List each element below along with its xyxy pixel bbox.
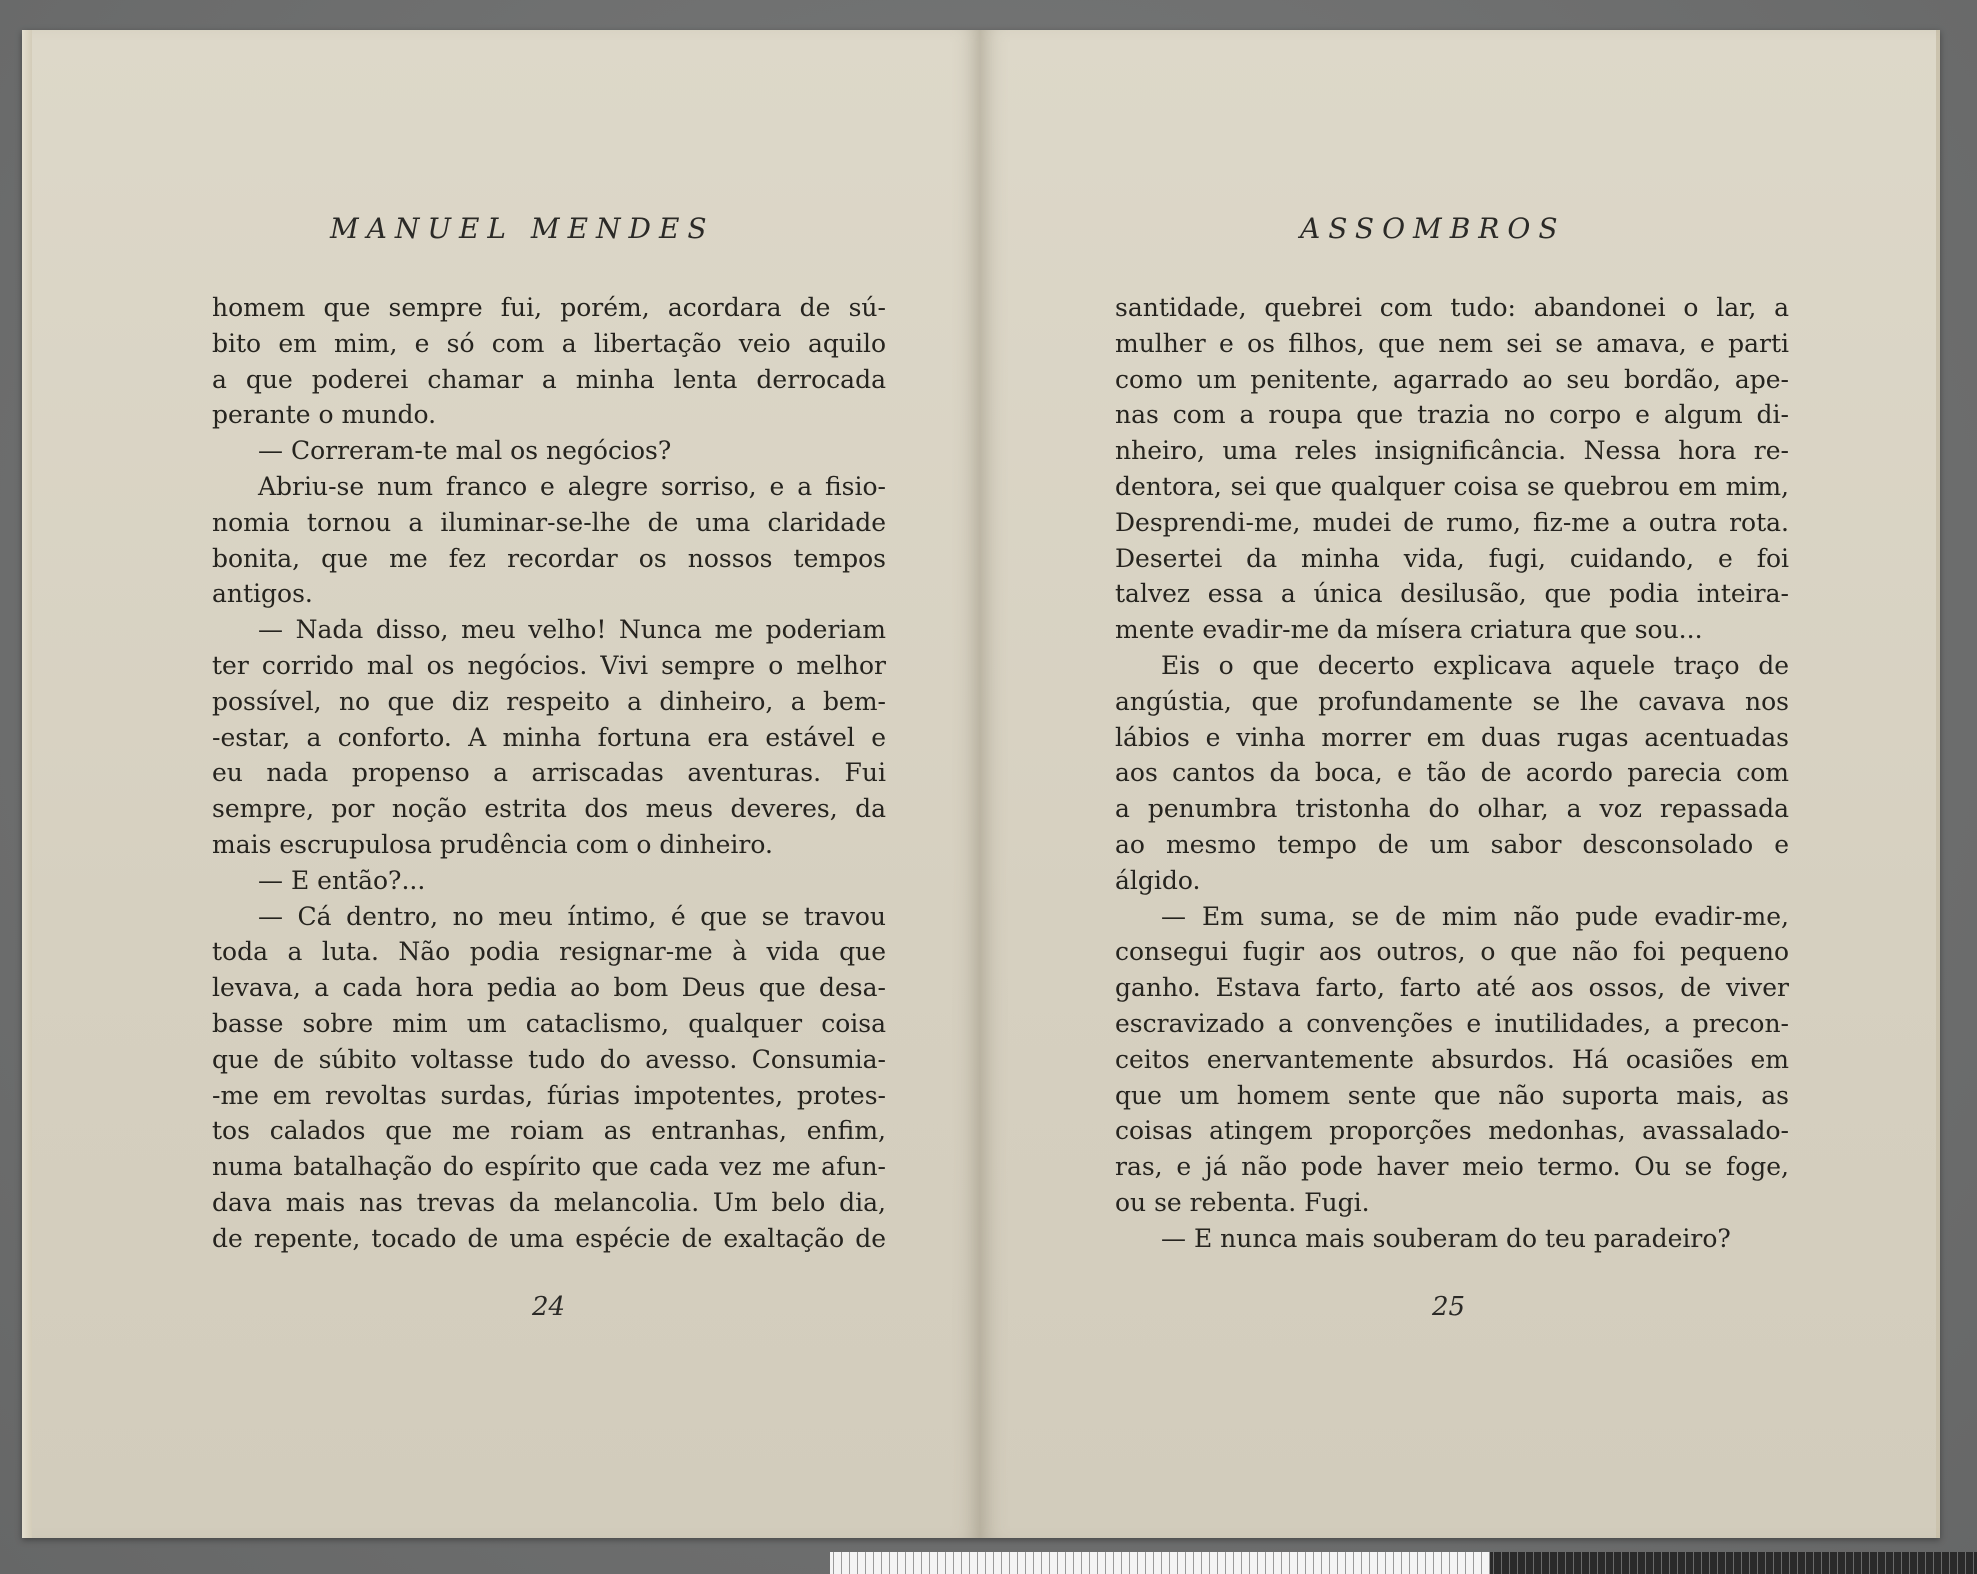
text-line: angústia, que profundamente se lhe cavava nos [1115, 686, 1789, 716]
text-line: mente evadir-me da mísera criatura que sou... [1115, 615, 1703, 645]
text-line: homem que sempre fui, porém, acordara de sú- [212, 293, 886, 322]
text-line: dava mais nas trevas da melancolia. Um belo dia, [212, 1187, 886, 1217]
text-line: ao mesmo tempo de um sabor desconsolado e [1115, 829, 1789, 859]
text-line: tos calados que me roiam as entranhas, enfim, [212, 1116, 886, 1146]
text-line: nomia tornou a iluminar-se-lhe de uma claridade [212, 507, 886, 537]
text-line: — Em suma, se de mim não pude evadir-me, [1161, 901, 1789, 931]
text-line: a penumbra tristonha do olhar, a voz repassada [1115, 794, 1789, 824]
left-page-text [212, 290, 886, 1257]
text-line: — E então?... [258, 865, 426, 895]
text-line: a que poderei chamar a minha lenta derrocada [212, 364, 886, 394]
text-line: santidade, quebrei com tudo: abandonei o lar, a [1115, 293, 1789, 322]
text-line: álgido. [1115, 865, 1201, 895]
text-line: que de súbito voltasse tudo do avesso. Consumia- [212, 1044, 886, 1074]
text-line: mais escrupulosa prudência com o dinheiro. [212, 829, 773, 859]
text-line: ou se rebenta. Fugi. [1115, 1187, 1370, 1217]
right-page-number: 25 [1432, 1292, 1466, 1322]
text-line: — Correram-te mal os negócios? [258, 436, 672, 466]
text-line: dentora, sei que qualquer coisa se quebrou em mim, [1115, 471, 1789, 501]
text-line: nheiro, uma reles insignificância. Nessa hora re- [1115, 436, 1789, 466]
text-line: consegui fugir aos outros, o que não foi pequeno [1115, 937, 1789, 967]
text-line: eu nada propenso a arriscadas aventuras. Fui [212, 758, 886, 788]
text-line: ceitos enervantemente absurdos. Há ocasiões em [1115, 1044, 1789, 1074]
text-line: escravizado a convenções e inutilidades, a precon- [1115, 1008, 1789, 1038]
text-line: bonita, que me fez recordar os nossos tempos [212, 543, 886, 573]
text-line: -estar, a conforto. A minha fortuna era estável e [212, 722, 886, 752]
text-line: lábios e vinha morrer em duas rugas acentuadas [1115, 722, 1789, 752]
text-line: talvez essa a única desilusão, que podia inteira- [1115, 579, 1789, 609]
text-line: toda a luta. Não podia resignar-me à vida que [212, 937, 886, 967]
text-line: Abriu-se num franco e alegre sorriso, e a fisio- [258, 471, 886, 501]
text-line: bito em mim, e só com a libertação veio aquilo [212, 328, 886, 358]
text-line: basse sobre mim um cataclismo, qualquer coisa [212, 1008, 886, 1038]
text-line: sempre, por noção estrita dos meus deveres, da [212, 794, 886, 824]
left-running-header: MANUEL MENDES [330, 212, 715, 245]
text-line: -me em revoltas surdas, fúrias impotentes, protes- [212, 1080, 886, 1110]
text-line: — Cá dentro, no meu íntimo, é que se travou [258, 901, 886, 931]
right-page-text [1115, 290, 1789, 1257]
text-line: ganho. Estava farto, farto até aos ossos, de viver [1115, 973, 1789, 1003]
text-line: Eis o que decerto explicava aquele traço de [1161, 650, 1789, 680]
text-line: mulher e os filhos, que nem sei se amava, e parti [1115, 328, 1789, 358]
text-line: — Nada disso, meu velho! Nunca me poderiam [258, 615, 886, 645]
text-line: de repente, tocado de uma espécie de exaltação de [212, 1223, 886, 1253]
text-line: levava, a cada hora pedia ao bom Deus que desa- [212, 973, 886, 1003]
text-line: numa batalhação do espírito que cada vez me afun- [212, 1152, 886, 1182]
text-line: como um penitente, agarrado ao seu bordão, ape- [1115, 364, 1789, 394]
text-line: aos cantos da boca, e tão de acordo parecia com [1115, 758, 1789, 788]
text-line: — E nunca mais souberam do teu paradeiro? [1161, 1223, 1731, 1253]
text-line: nas com a roupa que trazia no corpo e algum di- [1115, 400, 1789, 430]
text-line: ras, e já não pode haver meio termo. Ou se foge, [1115, 1152, 1789, 1182]
text-line: Desertei da minha vida, fugi, cuidando, e foi [1115, 543, 1789, 573]
text-line: coisas atingem proporções medonhas, avassalado- [1115, 1116, 1789, 1146]
right-running-header: ASSOMBROS [1300, 212, 1566, 245]
text-line: possível, no que diz respeito a dinheiro, a bem- [212, 686, 886, 716]
text-line: ter corrido mal os negócios. Vivi sempre o melhor [212, 650, 886, 680]
text-line: perante o mundo. [212, 400, 437, 430]
text-line: que um homem sente que não suporta mais, as [1115, 1080, 1789, 1110]
text-line: antigos. [212, 579, 313, 609]
text-line: Desprendi-me, mudei de rumo, fiz-me a outra rota. [1115, 507, 1789, 537]
left-page-number: 24 [532, 1292, 566, 1322]
scale-ruler-dark-segment [1490, 1552, 1977, 1574]
